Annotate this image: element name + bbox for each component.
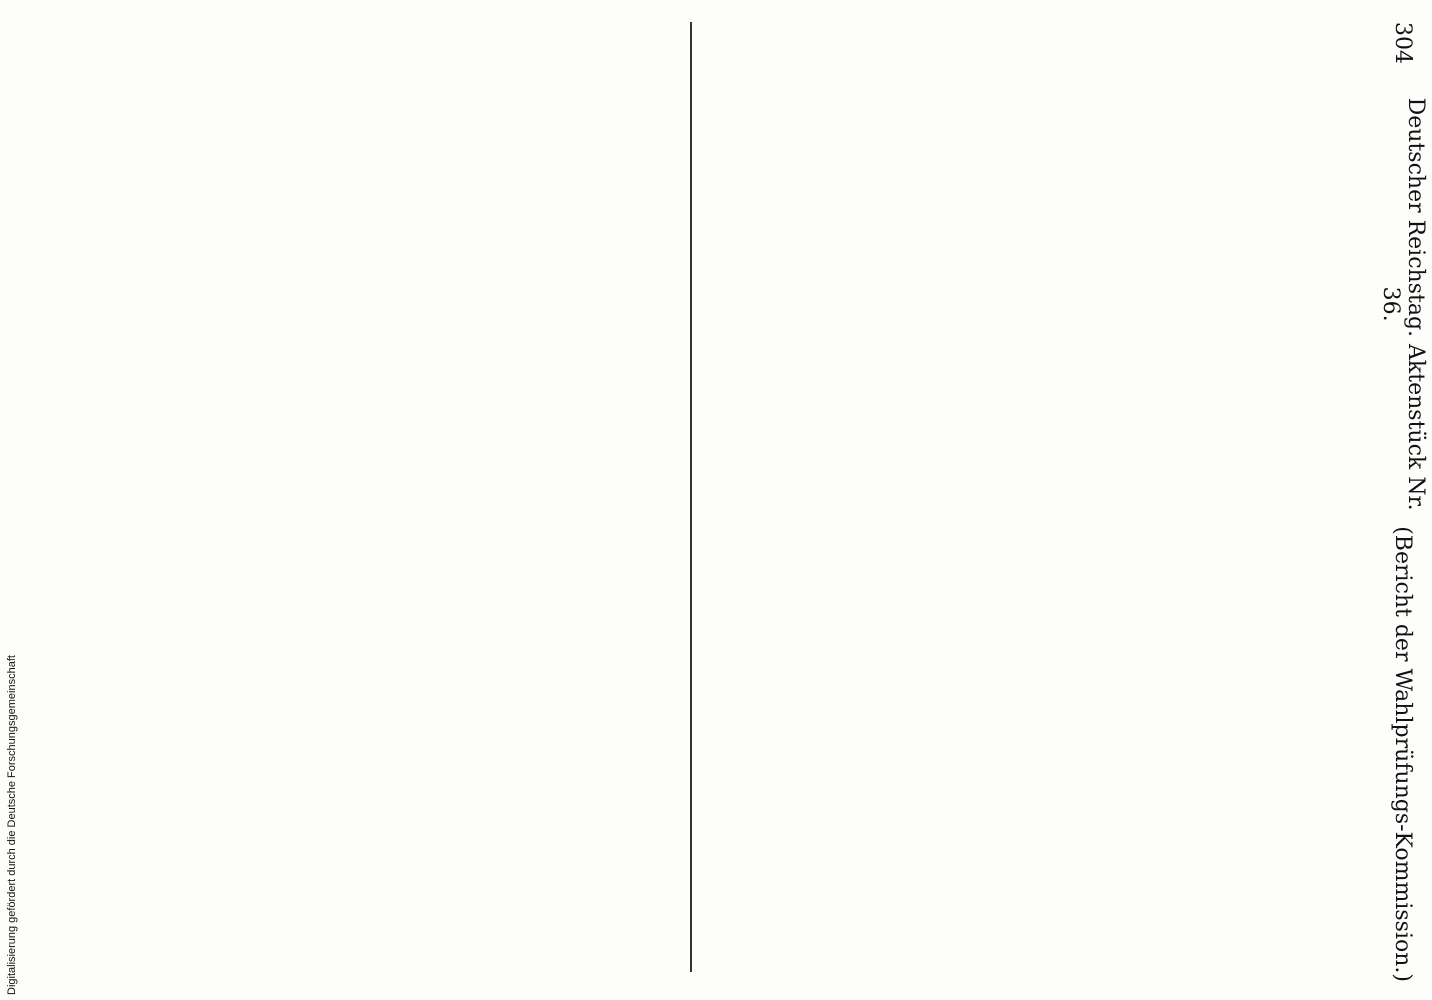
text-column-left (60, 22, 700, 482)
header-section: (Bericht der Wahlprüfungs-Kommission.) (1390, 526, 1416, 982)
text-column-right (740, 480, 1380, 950)
page-number: 304 (1390, 22, 1416, 64)
running-header (1378, 22, 1428, 982)
header-title: Deutscher Reichstag. Aktenstück Nr. 36. (1378, 97, 1428, 511)
digitization-credit: Digitalisierung gefördert durch die Deutsche Forschungsgemeinschaft (6, 655, 18, 995)
